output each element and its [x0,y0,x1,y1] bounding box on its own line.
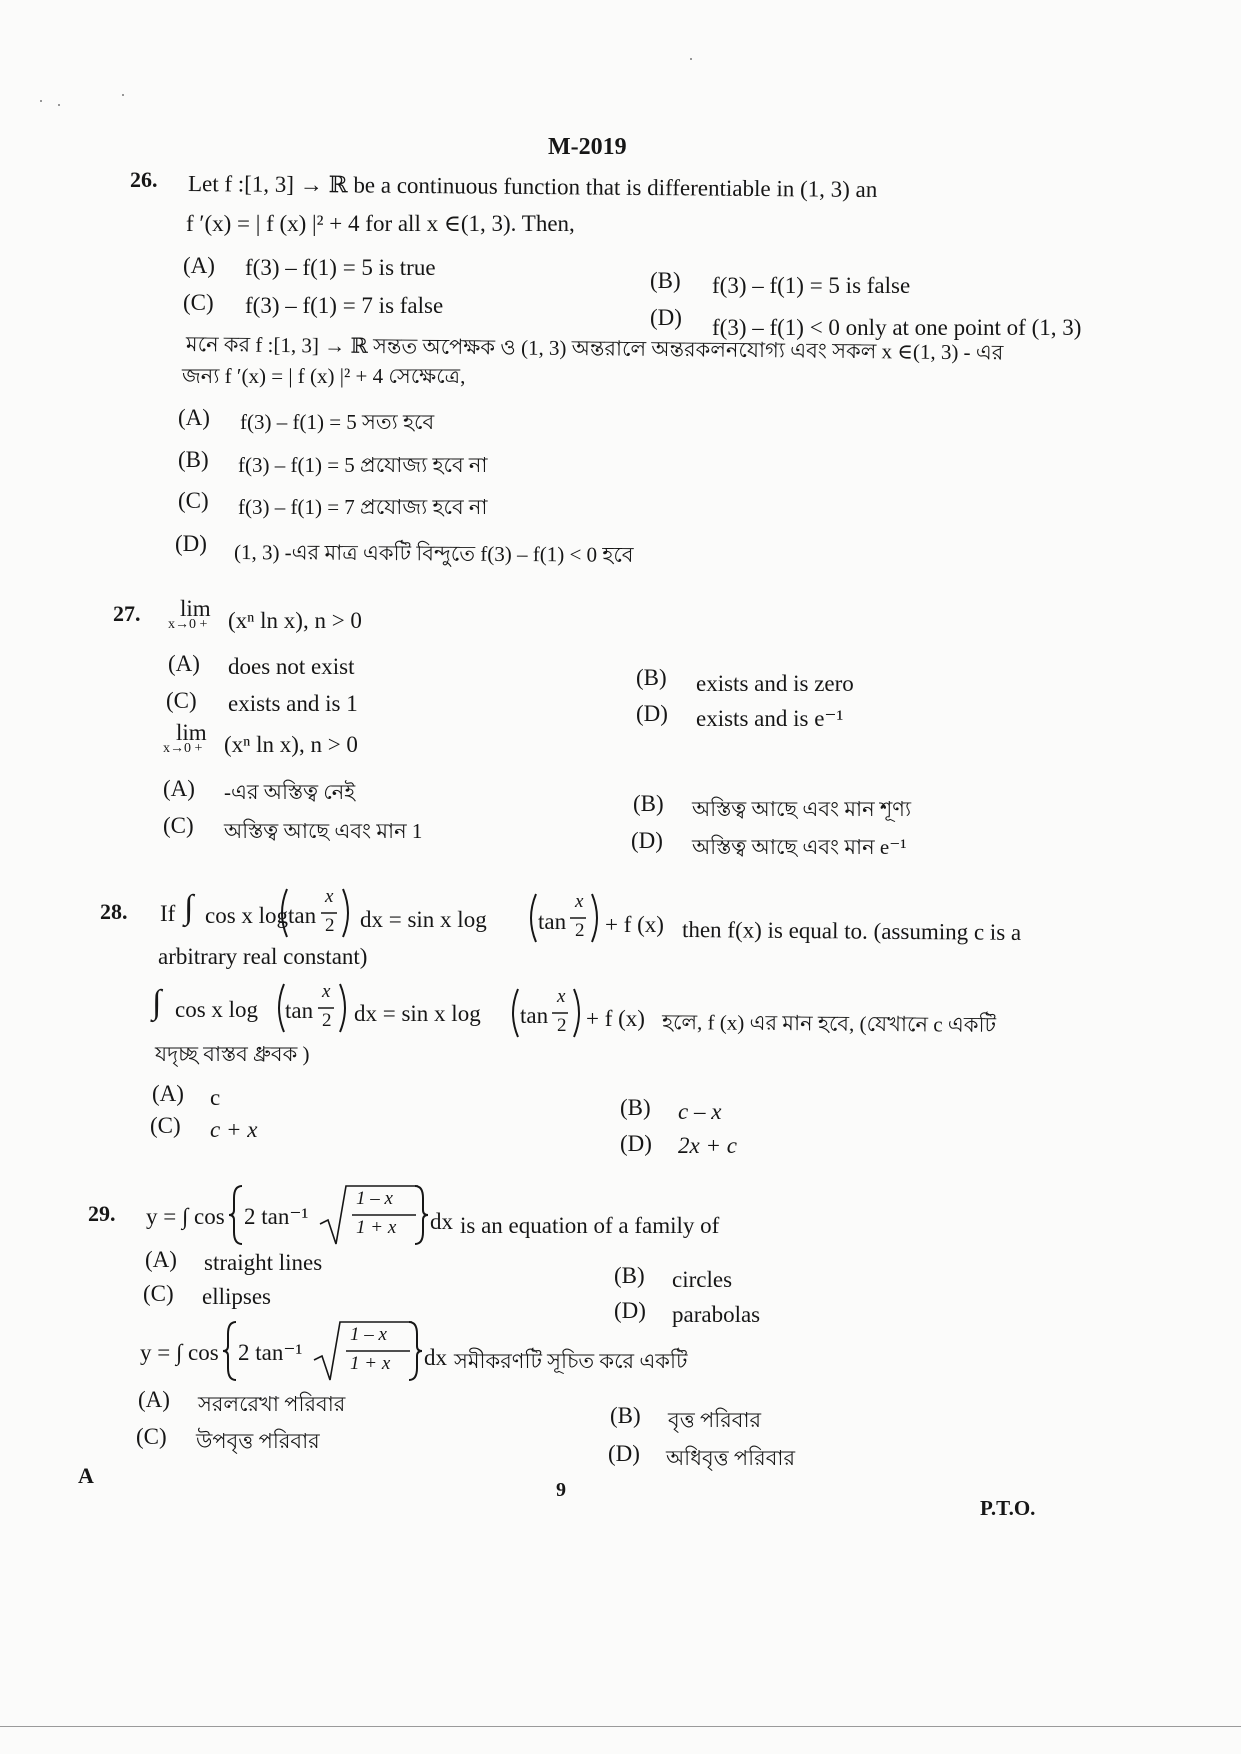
bengali-rhs-frac-den: 2 [557,1015,567,1036]
bengali-option-a-label: (A) [178,405,210,430]
option-d-label: (D) [650,305,682,330]
bengali-option-a-text: -এর অস্তিত্ব নেই [224,780,356,804]
bengali-stem-line2: জন্য f ′(x) = | f (x) |² + 4 সেক্ষেত্রে, [182,364,466,388]
question-stem-line2: f ′(x) = | f (x) |² + 4 for all x ∈(1, 3). Then, [186,211,575,236]
bengali-lhs-expression: cos x log [175,997,259,1022]
option-c-label: (C) [183,290,214,315]
page-number: 9 [556,1479,566,1501]
option-d-text: parabolas [672,1302,761,1327]
option-a-label: (A) [168,651,200,676]
root-numerator: 1 – x [356,1188,393,1209]
rhs-frac-num: x [575,891,584,912]
bengali-plus-f-of-x: + f (x) [586,1006,645,1031]
limit-subscript: x→0 + [168,617,208,632]
option-a-label: (A) [152,1081,184,1106]
bengali-option-c-text: f(3) – f(1) = 7 প্রযোজ্য হবে না [238,495,488,519]
bengali-option-c-label: (C) [136,1424,167,1449]
limit-expression: (xⁿ ln x), n > 0 [228,608,362,633]
option-b-text: c – x [678,1099,722,1124]
option-d-text: exists and is e⁻¹ [696,706,844,731]
scan-speck [122,94,124,96]
bengali-option-d-label: (D) [175,531,207,556]
plus-f-of-x: + f (x) [605,912,664,937]
option-c-label: (C) [143,1281,174,1306]
bengali-option-c-text: উপবৃত্ত পরিবার [196,1429,320,1453]
bengali-limit-word: lim [176,720,207,745]
bengali-option-a-text: সরলরেখা পরিবার [198,1392,346,1416]
lhs-frac-den: 2 [325,915,335,936]
bengali-dx-equals-expression: dx = sin x log [354,1001,481,1026]
question-number: 27. [113,601,141,626]
question-number: 29. [88,1201,116,1226]
option-a-label: (A) [145,1247,177,1272]
option-d-label: (D) [614,1298,646,1323]
option-c-label: (C) [166,688,197,713]
lhs-expression: cos x log [205,903,289,928]
bengali-integral-sign: ∫ [152,984,162,1021]
bengali-option-d-label: (D) [631,828,663,853]
bengali-lhs-frac-den: 2 [322,1010,332,1031]
bengali-option-c-label: (C) [163,813,194,838]
bengali-option-d-text: অধিবৃত্ত পরিবার [666,1446,796,1470]
bengali-closing-brace [406,1316,424,1386]
bengali-stem-line2: যদৃচ্ছ বাস্তব ধ্রুবক ) [155,1042,310,1066]
bengali-option-a-text: f(3) – f(1) = 5 সত্য হবে [240,410,435,434]
rhs-frac-den: 2 [575,920,585,941]
integral-sign: ∫ [184,889,194,926]
bengali-stem-line1: মনে কর f :[1, 3] → ℝ সন্তত অপেক্ষক ও (1, 3) অন্তরালে অন্তরকলনযোগ্য এবং সকল x ∈(1, 3) - এর [185,332,1004,365]
root-denominator: 1 + x [356,1217,397,1238]
bengali-root-denominator: 1 + x [350,1353,391,1374]
bengali-option-b-text: অস্তিত্ব আছে এবং মান শূণ্য [692,797,912,821]
scan-speck [58,104,60,106]
option-b-text: circles [672,1267,733,1292]
scan-edge-line [0,1726,1241,1727]
bengali-limit-expression: (xⁿ ln x), n > 0 [224,732,358,757]
rhs-tan: tan [538,909,567,934]
option-a-text: c [210,1085,221,1110]
closing-brace [412,1180,430,1250]
bengali-rhs-tan: tan [520,1003,549,1028]
option-a-label: (A) [183,253,215,278]
option-a-text: f(3) – f(1) = 5 is true [245,255,436,280]
option-b-label: (B) [620,1095,651,1120]
bengali-option-b-text: বৃত্ত পরিবার [668,1408,762,1432]
bengali-option-b-label: (B) [178,447,209,472]
option-d-label: (D) [636,701,668,726]
bengali-stem-suffix: সমীকরণটি সূচিত করে একটি [454,1349,688,1373]
bengali-option-b-label: (B) [633,791,664,816]
bengali-limit-subscript: x→0 + [163,741,203,756]
lhs-tan: tan [288,903,317,928]
option-d-text: 2x + c [678,1133,737,1158]
question-number: 28. [100,899,128,924]
lhs-frac-num: x [325,886,334,907]
bengali-lhs-frac-num: x [322,981,331,1002]
bengali-option-c-text: অস্তিত্ব আছে এবং মান 1 [224,819,423,843]
y-equals-integral: y = ∫ cos [146,1204,225,1229]
scan-speck [690,58,692,60]
bengali-lhs-tan: tan [285,998,314,1023]
option-a-text: does not exist [228,654,355,679]
inner-expression: 2 tan⁻¹ [244,1204,309,1229]
bengali-inner-expression: 2 tan⁻¹ [238,1340,303,1365]
option-b-text: f(3) – f(1) = 5 is false [712,273,911,298]
question-stem-suffix: then f(x) is equal to. (assuming c is a [681,917,1022,945]
option-b-label: (B) [636,665,667,690]
set-code: A [78,1463,94,1488]
option-c-text: c + x [210,1117,258,1142]
question-stem-line1: Let f :[1, 3] → ℝ be a continuous function that is differentiable in (1, 3) an [187,171,878,203]
bengali-rhs-frac-num: x [557,986,566,1007]
option-b-label: (B) [650,268,681,293]
bengali-option-d-text: অস্তিত্ব আছে এবং মান e⁻¹ [692,835,907,859]
option-d-label: (D) [620,1131,652,1156]
option-c-text: f(3) – f(1) = 7 is false [245,293,444,318]
dx-text: dx [430,1209,453,1234]
if-word: If [160,901,176,926]
scan-speck [40,100,42,102]
bengali-dx-text: dx [424,1345,447,1370]
bengali-option-d-text: (1, 3) -এর মাত্র একটি বিন্দুতে f(3) – f(1) < 0 হবে [233,540,634,567]
bengali-root-numerator: 1 – x [350,1324,387,1345]
question-stem-suffix: is an equation of a family of [460,1213,720,1238]
option-a-text: straight lines [204,1250,323,1275]
please-turn-over: P.T.O. [980,1496,1036,1520]
option-d-text: f(3) – f(1) < 0 only at one point of (1, 3) [712,315,1082,340]
option-b-label: (B) [614,1263,645,1288]
dx-equals-expression: dx = sin x log [360,907,487,932]
paper-code: M-2019 [548,134,627,160]
option-b-text: exists and is zero [696,671,854,696]
option-c-text: ellipses [202,1284,271,1309]
option-c-text: exists and is 1 [228,691,358,716]
option-c-label: (C) [150,1113,181,1138]
bengali-y-equals-integral: y = ∫ cos [140,1340,219,1365]
bengali-stem-suffix: হলে, f (x) এর মান হবে, (যেখানে c একটি [661,1010,997,1037]
bengali-option-d-label: (D) [608,1441,640,1466]
question-number: 26. [130,167,158,192]
bengali-option-a-label: (A) [138,1387,170,1412]
bengali-option-c-label: (C) [178,488,209,513]
bengali-option-a-label: (A) [163,776,195,801]
question-stem-line2: arbitrary real constant) [158,944,368,969]
bengali-option-b-label: (B) [610,1403,641,1428]
bengali-option-b-text: f(3) – f(1) = 5 প্রযোজ্য হবে না [238,453,488,477]
limit-word: lim [180,596,211,621]
